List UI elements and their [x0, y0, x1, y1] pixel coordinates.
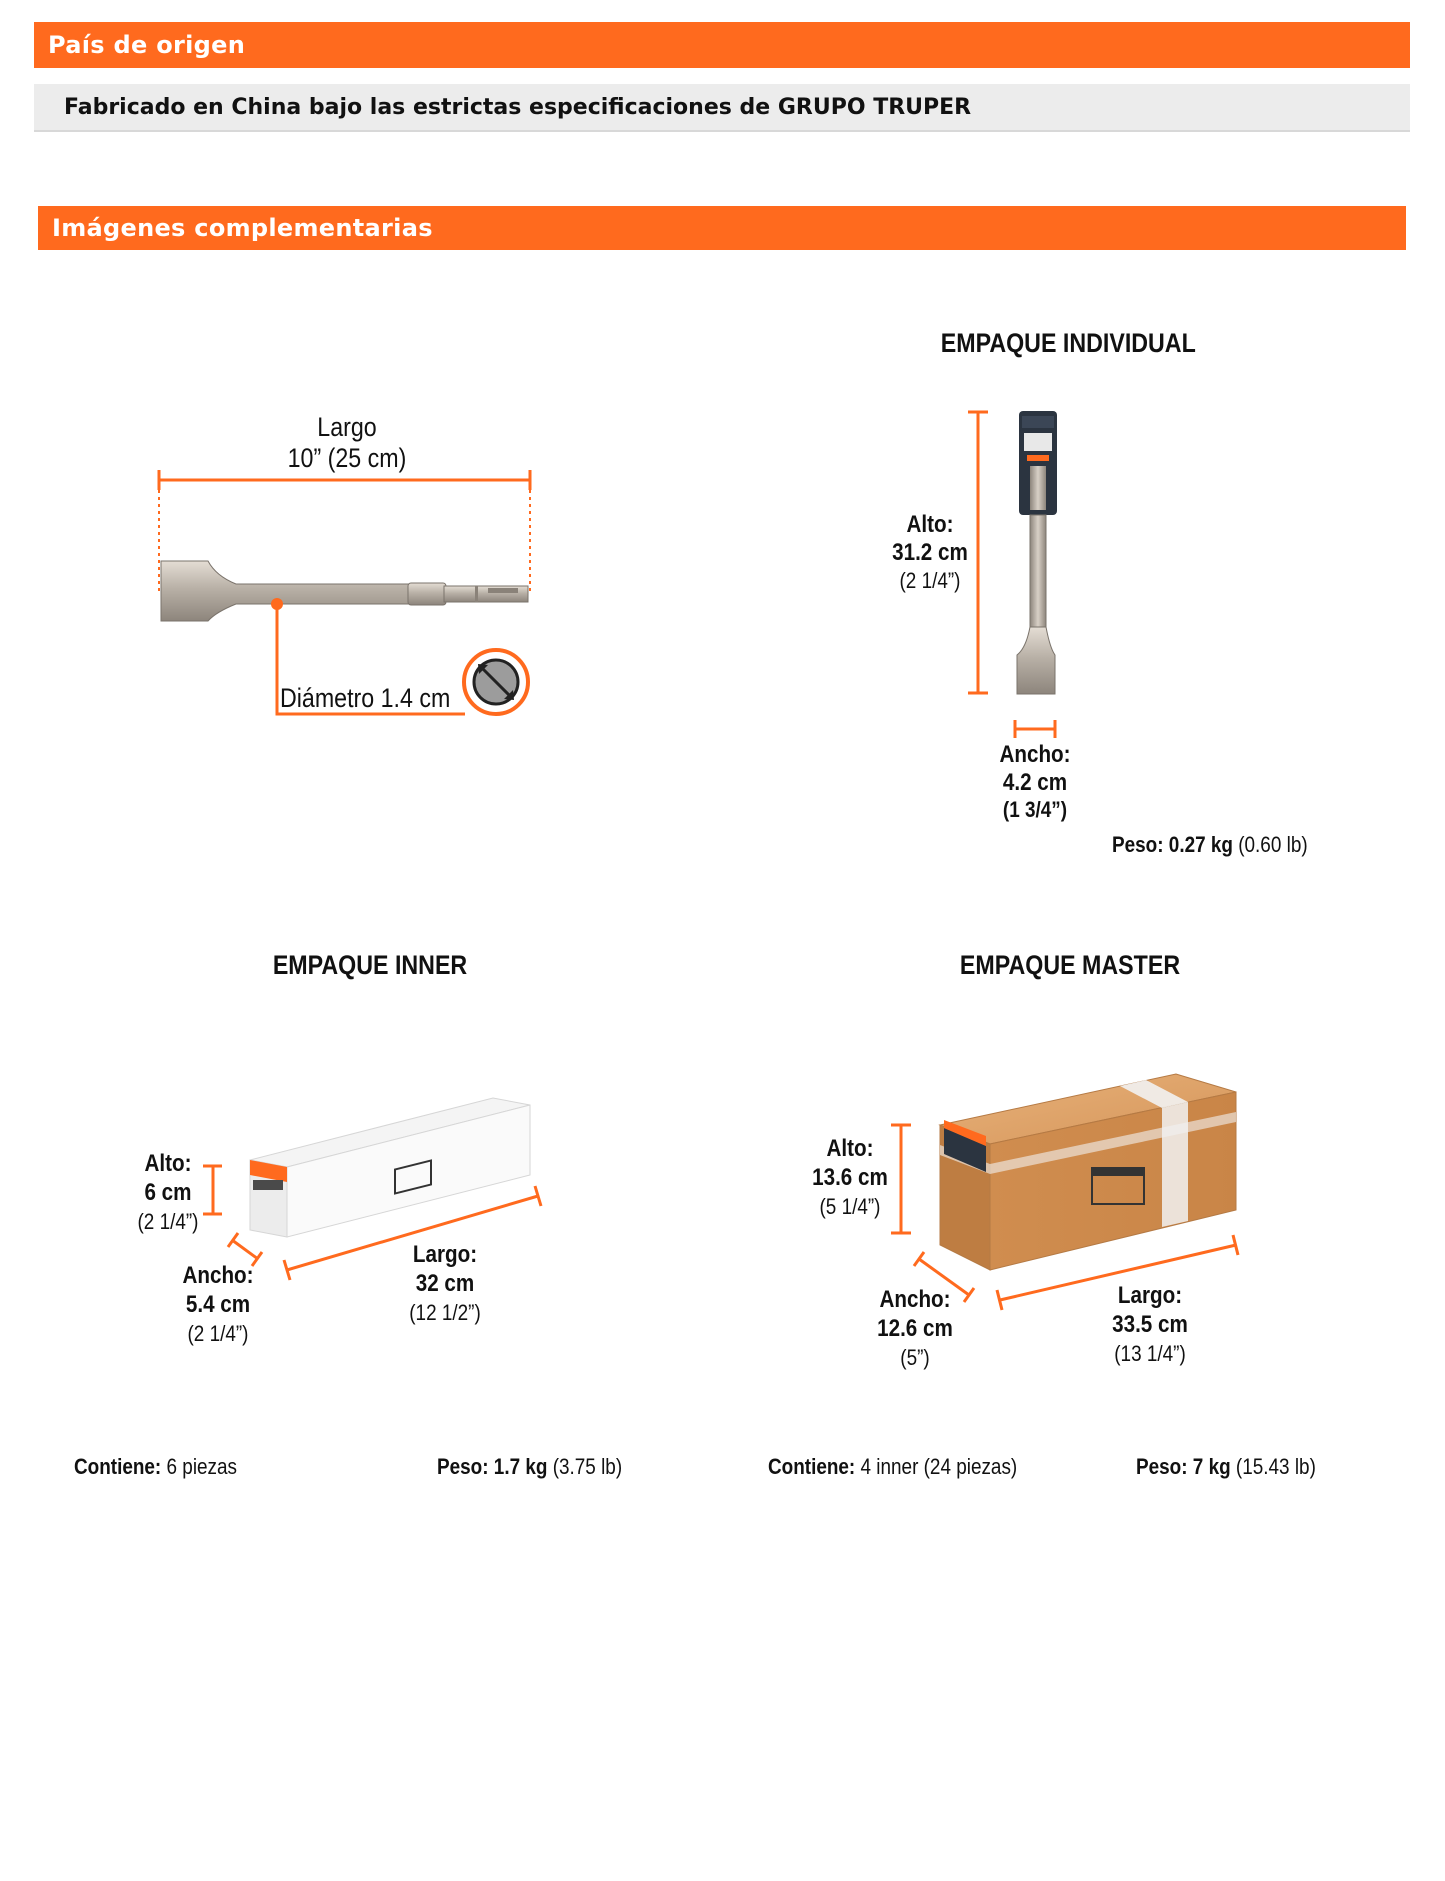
inner-peso: [437, 1452, 622, 1482]
master-ancho-in: (5”): [900, 1345, 930, 1370]
master-alto-label: Alto:: [826, 1135, 874, 1162]
individual-peso-label: Peso:: [1112, 832, 1164, 857]
master-alto-cm: 13.6 cm: [812, 1164, 888, 1191]
inner-alto-in: (2 1/4”): [137, 1209, 199, 1234]
inner-largo-cm: 32 cm: [415, 1270, 475, 1297]
master-largo-in: (13 1/4”): [1114, 1341, 1186, 1366]
inner-alto-label: Alto:: [144, 1150, 192, 1177]
product-diametro: Diámetro 1.4 cm: [280, 683, 451, 713]
individual-ancho-cm: 4.2 cm: [1002, 769, 1068, 796]
master-contiene-label: Contiene:: [768, 1454, 856, 1479]
individual-peso-lb: (0.60 lb): [1238, 832, 1308, 857]
inner-largo-label: Largo:: [412, 1241, 478, 1268]
master-ancho-label: Ancho:: [879, 1286, 951, 1313]
master-ancho-cm: 12.6 cm: [877, 1315, 953, 1342]
inner-peso-label: Peso:: [437, 1454, 489, 1479]
master-peso: [1136, 1452, 1316, 1482]
individual-ancho-label: Ancho:: [999, 741, 1071, 768]
individual-peso: [1112, 830, 1340, 860]
inner-package-diagram: [203, 1098, 541, 1280]
inner-alto-cm: 6 cm: [144, 1179, 192, 1206]
individual-alto-cm: 31.2 cm: [892, 539, 968, 566]
origin-text: Fabricado en China bajo las estrictas especificaciones de GRUPO TRUPER: [64, 94, 972, 120]
inner-ancho-label: Ancho:: [182, 1262, 254, 1289]
master-contiene: [768, 1452, 1017, 1482]
diameter-icon: [474, 660, 518, 704]
master-contiene-value: 4 inner (24 piezas): [860, 1454, 1018, 1479]
individual-heading: EMPAQUE INDIVIDUAL: [940, 328, 1196, 358]
origin-title-text: País de origen: [48, 31, 246, 59]
master-largo-cm: 33.5 cm: [1112, 1311, 1188, 1338]
master-heading: EMPAQUE MASTER: [959, 950, 1181, 980]
chisel-image: [161, 561, 410, 621]
individual-alto-in: (2 1/4”): [899, 568, 961, 593]
master-largo-label: Largo:: [1117, 1282, 1183, 1309]
inner-contiene: [74, 1452, 237, 1482]
master-peso-kg: 7 kg: [1192, 1454, 1231, 1479]
product-largo-value: 10” (25 cm): [287, 443, 407, 473]
master-peso-lb: (15.43 lb): [1235, 1454, 1316, 1479]
images-title-text: Imágenes complementarias: [52, 214, 433, 242]
inner-ancho-in: (2 1/4”): [187, 1321, 249, 1346]
master-alto-in: (5 1/4”): [819, 1194, 881, 1219]
inner-contiene-value: 6 piezas: [166, 1454, 237, 1479]
inner-peso-kg: 1.7 kg: [493, 1454, 548, 1479]
inner-largo-in: (12 1/2”): [409, 1300, 481, 1325]
individual-alto-label: Alto:: [906, 511, 954, 538]
chisel-diagram: [159, 470, 530, 714]
individual-ancho-in: (1 3/4”): [1002, 797, 1068, 822]
individual-package-diagram: [968, 411, 1057, 738]
inner-contiene-label: Contiene:: [74, 1454, 162, 1479]
inner-peso-lb: (3.75 lb): [552, 1454, 623, 1479]
master-package-diagram: [891, 1074, 1238, 1310]
inner-ancho-cm: 5.4 cm: [185, 1291, 251, 1318]
product-largo-label: Largo: [317, 412, 377, 442]
master-peso-label: Peso:: [1136, 1454, 1188, 1479]
inner-heading: EMPAQUE INNER: [272, 950, 468, 980]
individual-peso-kg: 0.27 kg: [1168, 832, 1233, 857]
